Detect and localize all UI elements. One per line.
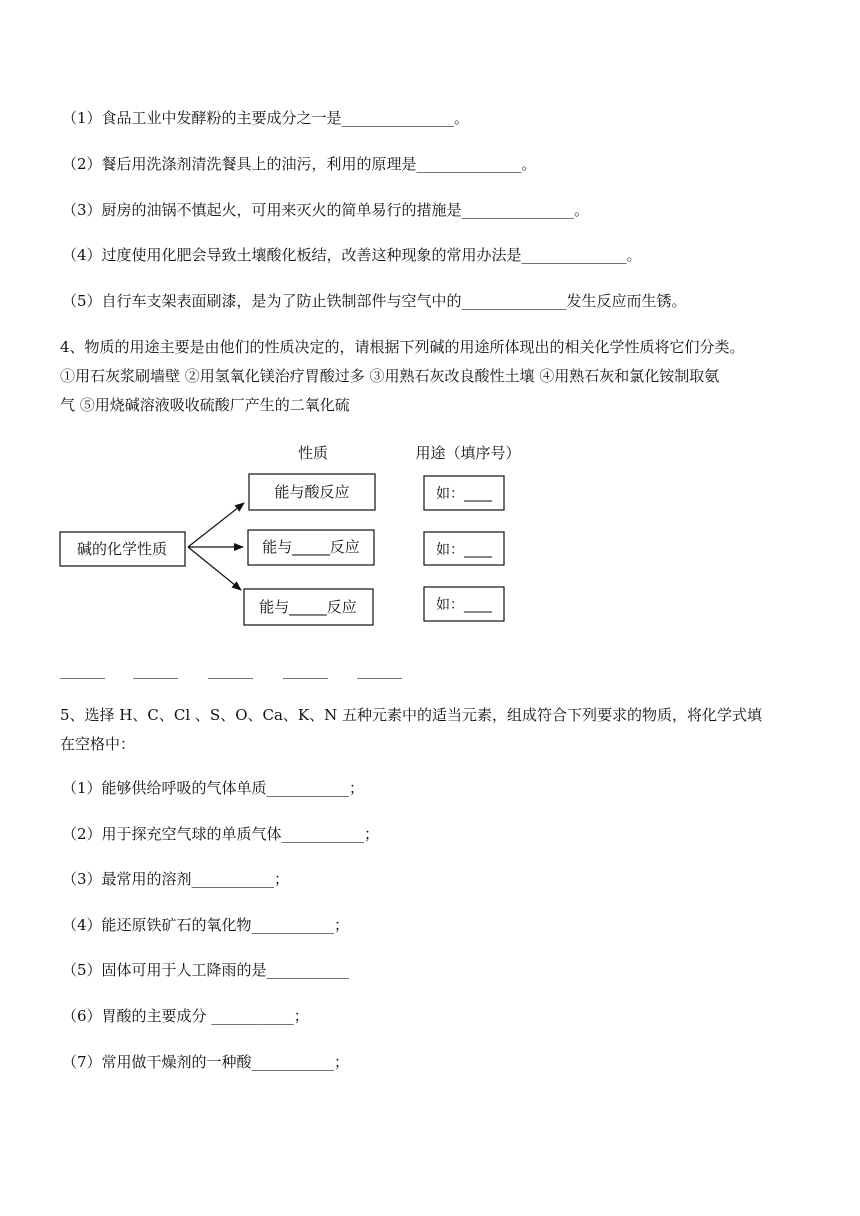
- diagram-arrow-3: [188, 547, 241, 590]
- diagram-use-label-2: 如：____: [436, 542, 492, 558]
- q4-stem-line-3: 气 ⑤用烧碱溶液吸收硫酸厂产生的二氧化硫: [60, 396, 350, 414]
- diagram-property-label-2: 能与_____反应: [262, 538, 360, 556]
- q4-stem-line-2: ①用石灰浆刷墙壁 ②用氢氧化镁治疗胃酸过多 ③用熟石灰改良酸性土壤 ④用熟石灰和氯化铵制取氨: [60, 367, 720, 385]
- q5-item-6: （6）胃酸的主要成分 ___________；: [62, 1007, 309, 1025]
- q5-item-4: （4）能还原铁矿石的氧化物___________；: [62, 916, 350, 934]
- answer-blank-3: ______: [208, 661, 253, 679]
- diagram-root-label: 碱的化学性质: [76, 540, 168, 558]
- diagram-arrow-1: [188, 503, 244, 547]
- answer-blank-4: ______: [283, 661, 328, 679]
- q5-stem-line-2: 在空格中：: [60, 735, 136, 753]
- diagram-use-label-1: 如：____: [436, 486, 492, 502]
- q3-item-2: （2）餐后用洗涤剂清洗餐具上的油污，利用的原理是______________。: [62, 155, 537, 173]
- answer-blank-1: ______: [60, 661, 105, 679]
- q5-item-1: （1）能够供给呼吸的气体单质___________；: [62, 779, 365, 797]
- diagram-use-label-3: 如：____: [436, 597, 492, 613]
- q5-item-3: （3）最常用的溶剂___________；: [62, 870, 290, 888]
- q5-item-5: （5）固体可用于人工降雨的是___________: [62, 961, 350, 979]
- q5-item-7: （7）常用做干燥剂的一种酸___________；: [62, 1053, 350, 1071]
- q4-stem-line-1: 4、物质的用途主要是由他们的性质决定的，请根据下列碱的用途所体现出的相关化学性质将它们分类。: [60, 338, 745, 356]
- q5-item-2: （2）用于探充空气球的单质气体___________；: [62, 825, 380, 843]
- q3-item-5: （5）自行车支架表面刷漆，是为了防止铁制部件与空气中的______________发生反应而生锈。: [62, 292, 687, 310]
- diagram-property-label-3: 能与_____反应: [259, 598, 357, 616]
- answer-blank-2: ______: [133, 661, 178, 679]
- q3-item-1: （1）食品工业中发酵粉的主要成分之一是_______________。: [62, 109, 470, 127]
- answer-blank-5: ______: [357, 661, 402, 679]
- q3-item-4: （4）过度使用化肥会导致土壤酸化板结，改善这种现象的常用办法是______________。: [62, 246, 642, 264]
- diagram-header-property: 性质: [297, 444, 329, 462]
- diagram-header-use: 用途（填序号）: [415, 444, 521, 462]
- q5-stem-line-1: 5、选择 H、C、Cl 、S、O、Ca、K、N 五种元素中的适当元素，组成符合下列要求的物质，将化学式填: [60, 706, 763, 724]
- diagram-property-label-1: 能与酸反应: [274, 483, 350, 501]
- q3-item-3: （3）厨房的油锅不慎起火，可用来灭火的简单易行的措施是_______________。: [62, 201, 590, 219]
